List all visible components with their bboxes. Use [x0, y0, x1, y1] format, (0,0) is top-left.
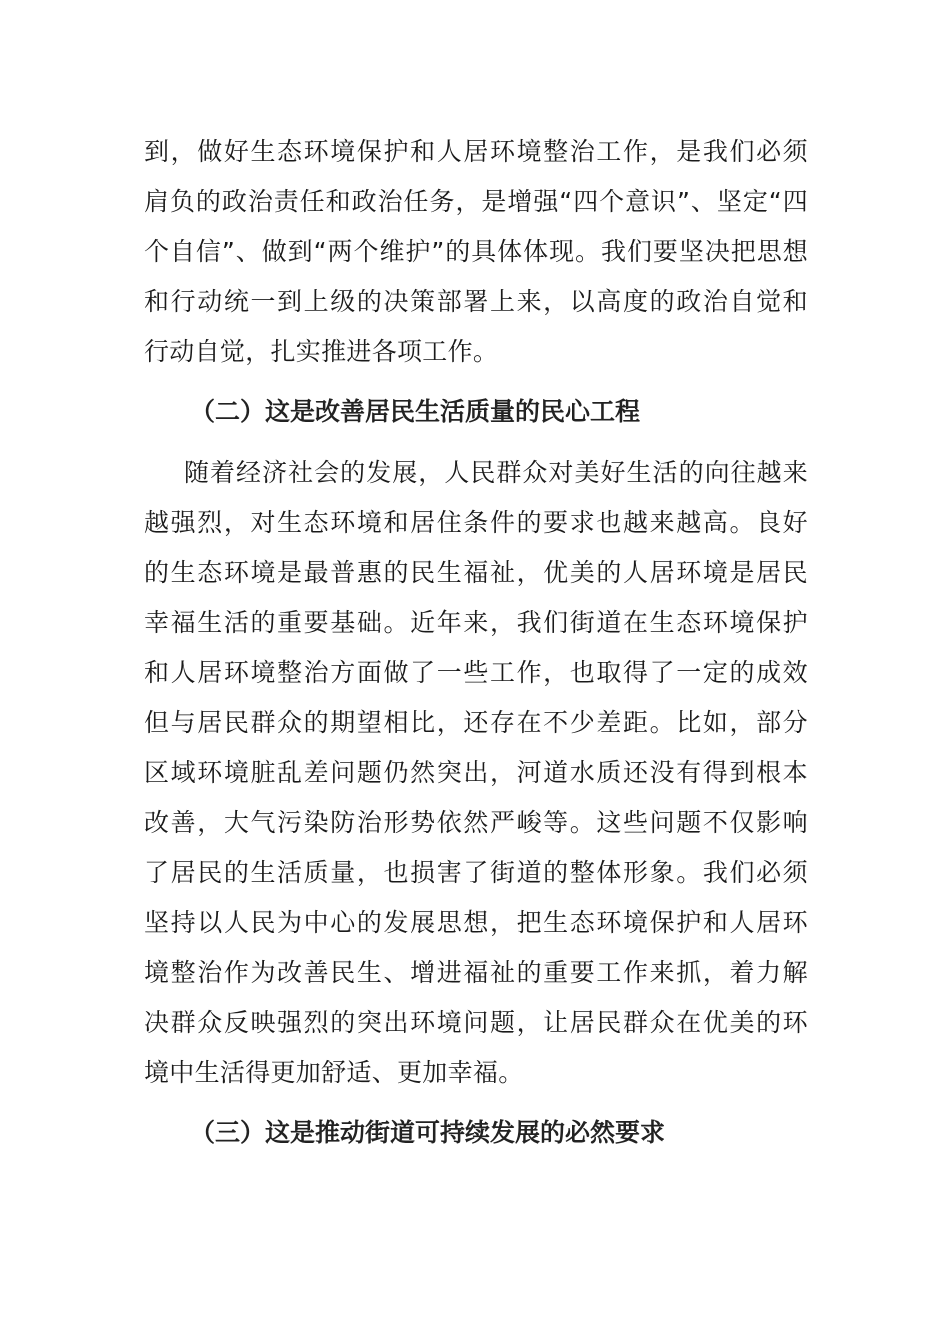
paragraph-2-line: 境整治作为改善民生、增进福祉的重要工作来抓，着力解	[144, 958, 808, 987]
paragraph-2-line: 越强烈，对生态环境和居住条件的要求也越来越高。良好	[144, 508, 808, 537]
paragraph-2-line: 但与居民群众的期望相比，还存在不少差距。比如，部分	[144, 708, 808, 737]
paragraph-1-line: 到，做好生态环境保护和人居环境整治工作，是我们必须	[144, 137, 808, 166]
paragraph-2-line: 区域环境脏乱差问题仍然突出，河道水质还没有得到根本	[144, 758, 808, 787]
paragraph-1	[144, 127, 808, 377]
paragraph-2-line: 的生态环境是最普惠的民生福祉，优美的人居环境是居民	[144, 558, 808, 587]
paragraph-2-line: 坚持以人民为中心的发展思想，把生态环境保护和人居环	[144, 908, 808, 937]
paragraph-2-line: 了居民的生活质量，也损害了街道的整体形象。我们必须	[144, 858, 808, 887]
paragraph-1-line: 肩负的政治责任和政治任务，是增强“四个意识”、坚定“四	[144, 187, 808, 216]
section-heading-2: （二）这是改善居民生活质量的民心工程	[190, 397, 641, 426]
paragraph-1-line: 和行动统一到上级的决策部署上来，以高度的政治自觉和	[144, 287, 808, 316]
paragraph-2	[144, 448, 808, 1098]
paragraph-2-line: 幸福生活的重要基础。近年来，我们街道在生态环境保护	[144, 608, 808, 637]
paragraph-2-line: 随着经济社会的发展，人民群众对美好生活的向往越来	[184, 458, 808, 487]
paragraph-2-line: 决群众反映强烈的突出环境问题，让居民群众在优美的环	[144, 1008, 808, 1037]
paragraph-1-line: 个自信”、做到“两个维护”的具体体现。我们要坚决把思想	[144, 237, 808, 266]
section-heading-3: （三）这是推动街道可持续发展的必然要求	[190, 1118, 666, 1147]
paragraph-2-line: 和人居环境整治方面做了一些工作，也取得了一定的成效	[144, 658, 808, 687]
paragraph-2-line: 改善，大气污染防治形势依然严峻等。这些问题不仅影响	[144, 808, 808, 837]
paragraph-1-line: 行动自觉，扎实推进各项工作。	[144, 337, 499, 366]
paragraph-2-line: 境中生活得更加舒适、更加幸福。	[144, 1058, 524, 1087]
